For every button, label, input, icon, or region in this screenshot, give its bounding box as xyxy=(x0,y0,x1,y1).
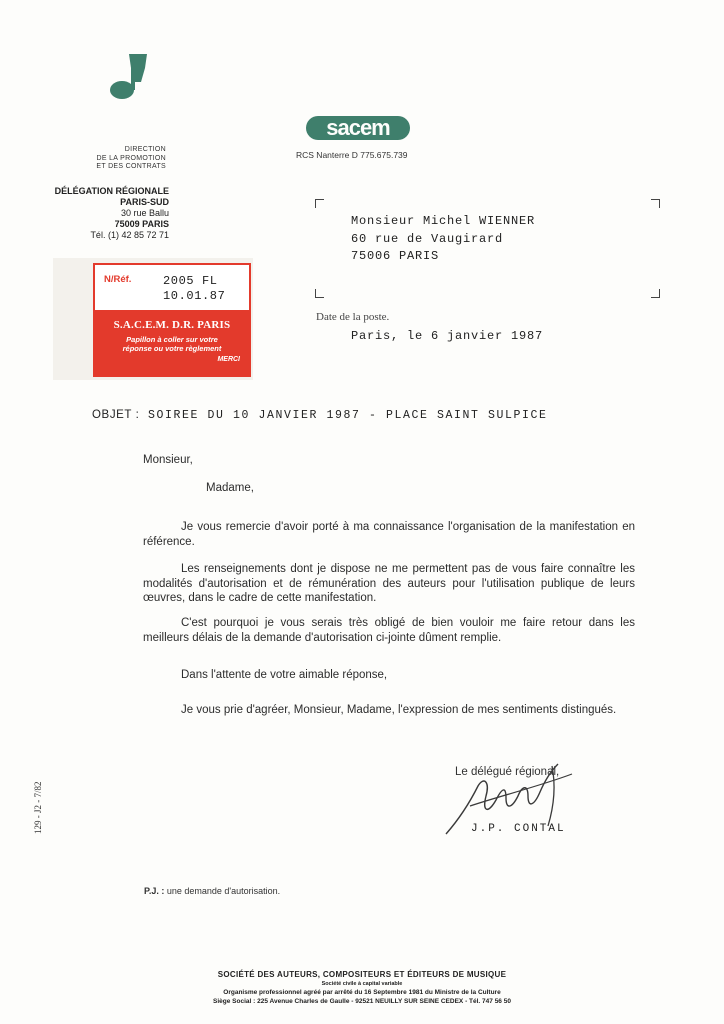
footer-approval: Organisme professionnel agréé par arrêté du 16 Septembre 1981 du Ministre de la Culture xyxy=(223,989,501,996)
form-code-text: 129 - J2 - 7/82 xyxy=(33,781,43,834)
salutation-1: Monsieur, xyxy=(143,454,193,466)
paragraph-text: C'est pourquoi je vous serais très obligé de bien vouloir me faire retour dans les meilleurs délais de la demande d'autorisation ci-jointe dûment remplie. xyxy=(143,617,635,644)
sticker-note-line: réponse ou votre règlement xyxy=(122,344,222,353)
address-corner-br xyxy=(651,289,660,298)
music-note-logo xyxy=(107,52,149,100)
sticker-merci: MERCI xyxy=(217,356,240,363)
enclosure-text: une demande d'autorisation. xyxy=(166,886,281,896)
signatory-name: J.P. CONTAL xyxy=(471,823,566,835)
paragraph xyxy=(143,703,635,718)
subject-text: SOIREE DU 10 JANVIER 1987 - PLACE SAINT SULPICE xyxy=(147,409,548,422)
sacem-logo xyxy=(306,113,410,143)
salutation-2: Madame, xyxy=(206,482,254,494)
enclosure-label: P.J. : xyxy=(144,886,165,896)
rcs-number: RCS Nanterre D 775.675.739 xyxy=(296,150,408,160)
delegation-phone: Tél. (1) 42 85 72 71 xyxy=(90,230,169,240)
delegation-title: DÉLÉGATION RÉGIONALE xyxy=(54,186,169,196)
delegation-city: 75009 PARIS xyxy=(114,219,169,229)
address-corner-tr xyxy=(651,199,660,208)
sticker-ref-area xyxy=(95,265,249,312)
direction-line: DE LA PROMOTION xyxy=(96,154,166,162)
reference-sticker xyxy=(93,263,251,377)
sticker-title: S.A.C.E.M. D.R. PARIS xyxy=(113,319,231,331)
footer-status: Société civile à capital variable xyxy=(321,981,403,987)
paragraph-text: Je vous remercie d'avoir porté à ma connaissance l'organisation de la manifestation en référence. xyxy=(143,521,635,548)
direction-block xyxy=(96,146,166,172)
ref-number: 2005 FL xyxy=(163,274,218,288)
paragraph xyxy=(143,562,635,606)
address-corner-tl xyxy=(315,199,324,208)
paragraph-text: Les renseignements dont je dispose ne me permettent pas de vous faire connaître les modalités d'autorisation et de rémunération des auteurs pour l'utilisation publique de leurs œuvres, dans le cadre de cette manifestation. xyxy=(143,563,635,604)
ref-values xyxy=(163,274,225,304)
footer-address: Siège Social : 225 Avenue Charles de Gaulle - 92521 NEUILLY SUR SEINE CEDEX - Tél. 747 56 50 xyxy=(213,998,511,1005)
recipient-street: 60 rue de Vaugirard xyxy=(351,231,504,246)
svg-text:sacem: sacem xyxy=(326,115,390,140)
paragraph-text: Je vous prie d'agréer, Monsieur, Madame, l'expression de mes sentiments distingués. xyxy=(181,704,617,716)
enclosure-note xyxy=(144,886,280,896)
subject-label: OBJET : xyxy=(92,409,140,421)
sticker-note xyxy=(95,335,249,353)
direction-line: DIRECTION xyxy=(124,146,166,153)
date-label: Date de la poste. xyxy=(316,311,390,323)
footer-society: SOCIÉTÉ DES AUTEURS, COMPOSITEURS ET ÉDITEURS DE MUSIQUE xyxy=(217,970,507,979)
sticker-title-area xyxy=(95,312,249,377)
ref-label: N/Réf. xyxy=(104,274,132,285)
delegation-street: 30 rue Ballu xyxy=(120,208,169,218)
direction-line: ET DES CONTRATS xyxy=(96,163,166,170)
form-code xyxy=(23,768,83,838)
recipient-name: Monsieur Michel WIENNER xyxy=(351,214,536,228)
paragraph xyxy=(143,668,635,683)
address-corner-bl xyxy=(315,289,324,298)
sticker-note-line: Papillon à coller sur votre xyxy=(126,335,218,344)
recipient-city: 75006 PARIS xyxy=(351,249,440,263)
paragraph xyxy=(143,520,635,549)
subject-line xyxy=(92,409,548,422)
recipient-address xyxy=(351,213,535,266)
letter-date: Paris, le 6 janvier 1987 xyxy=(351,329,544,343)
signatory-title: Le délégué régional, xyxy=(455,766,560,778)
ref-date: 10.01.87 xyxy=(163,289,226,303)
paragraph-text: Dans l'attente de votre aimable réponse, xyxy=(181,669,388,681)
delegation-region: PARIS-SUD xyxy=(120,197,169,207)
delegation-block xyxy=(55,186,169,241)
paragraph xyxy=(143,616,635,645)
